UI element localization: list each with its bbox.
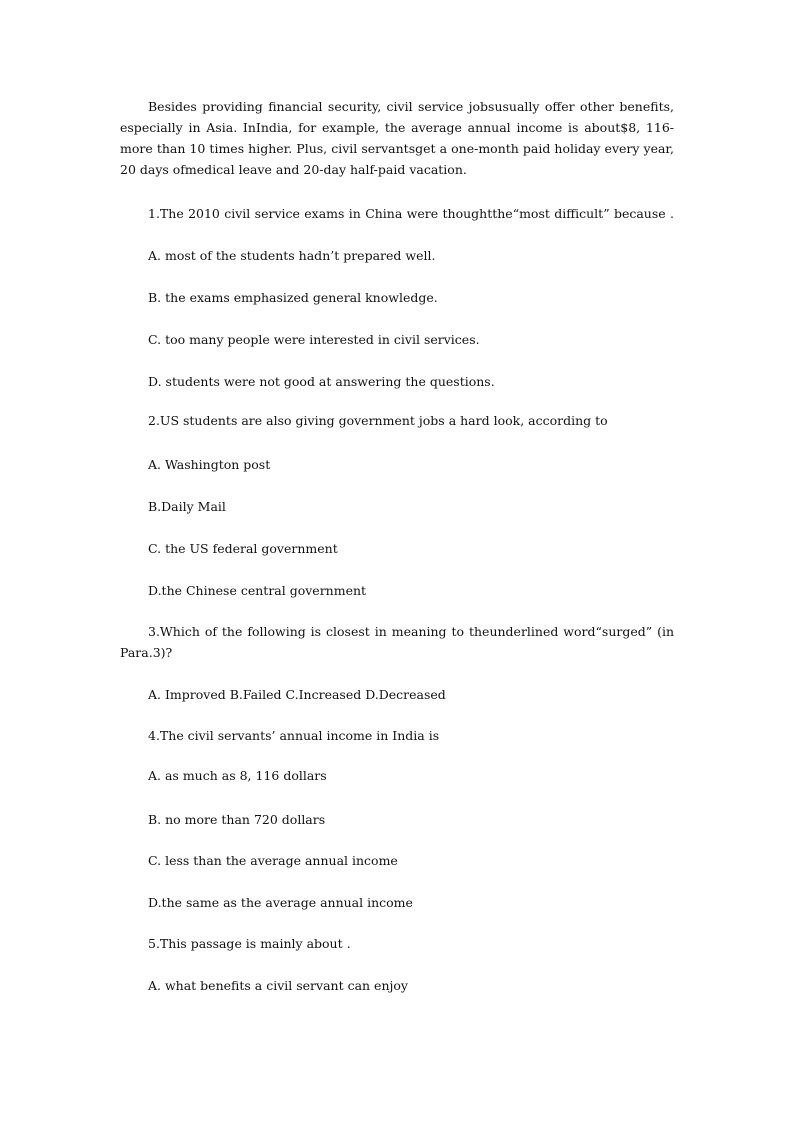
question-2-option-d: D.the Chinese central government: [148, 583, 367, 598]
question-3-options: A. Improved B.Failed C.Increased D.Decreased: [148, 687, 446, 702]
question-2-option-b: B.Daily Mail: [148, 499, 226, 514]
question-4-stem: 4.The civil servants’ annual income in India is: [148, 728, 440, 743]
question-5-stem: 5.This passage is mainly about .: [148, 936, 351, 951]
question-1-option-d: D. students were not good at answering the questions.: [148, 374, 495, 389]
question-3-stem: 3.Which of the following is closest in meaning to theunderlined word“surged” (in Para.3)?: [120, 624, 674, 660]
question-1-option-c: C. too many people were interested in civil services.: [148, 332, 480, 347]
question-4-option-c: C. less than the average annual income: [148, 853, 398, 868]
question-2-option-c: C. the US federal government: [148, 541, 338, 556]
question-4-option-d: D.the same as the average annual income: [148, 895, 413, 910]
question-4-option-a: A. as much as 8, 116 dollars: [148, 768, 327, 783]
question-5-option-a: A. what benefits a civil servant can enjoy: [148, 978, 408, 993]
question-4-option-b: B. no more than 720 dollars: [148, 812, 326, 827]
question-2-option-a: A. Washington post: [148, 457, 271, 472]
question-1-stem: 1.The 2010 civil service exams in China were thoughtthe“most difficult” because .: [148, 206, 674, 221]
question-2-stem: 2.US students are also giving government jobs a hard look, according to: [148, 413, 608, 428]
passage-paragraph: Besides providing financial security, civil service jobsusually offer other benefits, especially in Asia. InIndia, for example, the average annual income is about$8, 116-more than 10 times higher. Plus, civil servantsget a one-month paid holiday every year, 20 days ofmedical leave and 20-day half-paid vacation.: [120, 99, 674, 177]
document-page: [120, 96, 674, 996]
question-1-option-a: A. most of the students hadn’t prepared well.: [148, 248, 436, 263]
question-1-option-b: B. the exams emphasized general knowledge.: [148, 290, 438, 305]
